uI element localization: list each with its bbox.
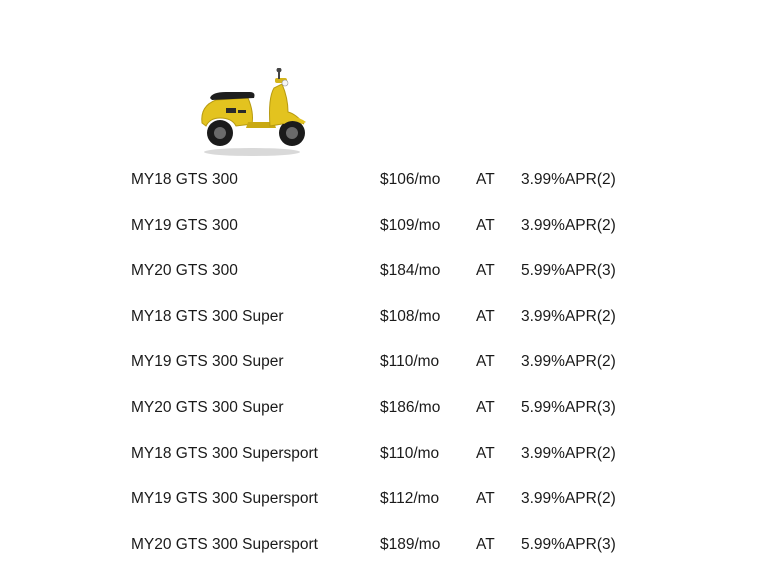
offer-model: MY19 GTS 300 Super (131, 353, 284, 371)
offer-model: MY20 GTS 300 Supersport (131, 535, 318, 553)
offer-model: MY20 GTS 300 (131, 262, 238, 280)
offer-at: AT (476, 216, 495, 234)
offer-row (131, 348, 651, 394)
offer-price: $189/mo (380, 535, 441, 553)
offer-apr: 3.99%APR(2) (521, 307, 616, 325)
offer-model: MY18 GTS 300 Supersport (131, 444, 318, 462)
offer-model: MY18 GTS 300 (131, 171, 238, 188)
offer-model: MY19 GTS 300 Supersport (131, 490, 318, 508)
scooter-image (192, 68, 316, 158)
offer-price: $184/mo (380, 262, 441, 280)
offer-price: $110/mo (380, 444, 440, 462)
scooter-icon (192, 68, 316, 158)
offer-apr: 5.99%APR(3) (521, 535, 616, 553)
offer-row (131, 166, 651, 212)
offer-price: $186/mo (380, 398, 441, 416)
offer-at: AT (476, 307, 495, 325)
offer-price: $112/mo (380, 490, 440, 508)
offer-at: AT (476, 171, 495, 188)
offer-row (131, 257, 651, 303)
offer-price: $106/mo (380, 171, 441, 188)
offers-list (131, 166, 651, 576)
offer-model: MY19 GTS 300 (131, 216, 238, 234)
offer-price: $108/mo (380, 307, 441, 325)
offer-apr: 3.99%APR(2) (521, 216, 616, 234)
offer-row (131, 394, 651, 440)
offer-apr: 3.99%APR(2) (521, 444, 616, 462)
offer-at: AT (476, 262, 495, 280)
offer-model: MY18 GTS 300 Super (131, 307, 284, 325)
offer-row (131, 485, 651, 531)
offer-at: AT (476, 398, 495, 416)
offer-at: AT (476, 490, 495, 508)
offer-apr: 3.99%APR(2) (521, 353, 616, 371)
offer-row (131, 531, 651, 576)
offer-price: $109/mo (380, 216, 441, 234)
offer-row (131, 212, 651, 258)
offer-at: AT (476, 353, 495, 371)
offer-apr: 3.99%APR(2) (521, 171, 616, 188)
offer-apr: 5.99%APR(3) (521, 262, 616, 280)
offer-row (131, 303, 651, 349)
offer-apr: 5.99%APR(3) (521, 398, 616, 416)
offer-apr: 3.99%APR(2) (521, 490, 616, 508)
offer-model: MY20 GTS 300 Super (131, 398, 284, 416)
offer-at: AT (476, 535, 495, 553)
offer-at: AT (476, 444, 495, 462)
offer-price: $110/mo (380, 353, 440, 371)
offer-row (131, 440, 651, 486)
